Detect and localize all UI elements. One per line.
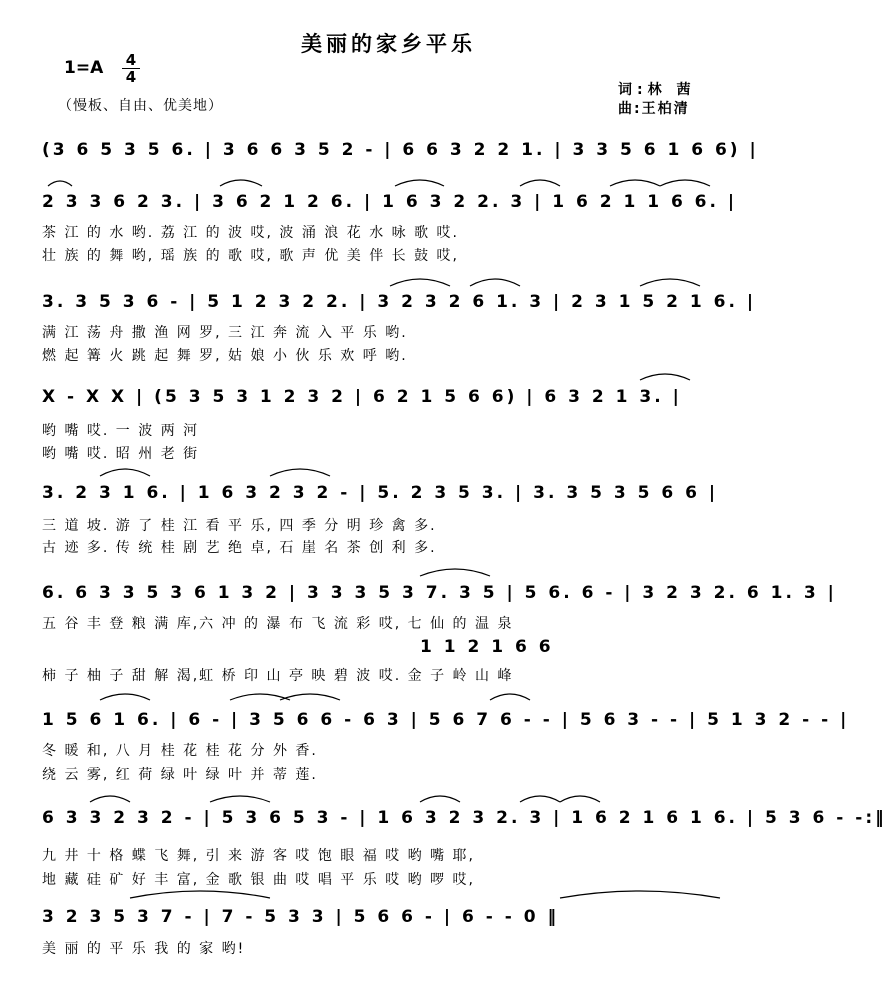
notation-line: 6. 6 3 3 5 3 6 1 3 2 | 3 3 3 5 3 7. 3 5 | 5 6. 6 - | 3 2 3 2. 6 1. 3 | <box>42 583 837 603</box>
lyric-line-verse-2: 燃 起 篝 火 跳 起 舞 罗, 姑 娘 小 伙 乐 欢 呼 哟. <box>42 348 408 364</box>
slur <box>48 181 72 186</box>
notation-line: 1 5 6 1 6. | 6 - | 3 5 6 6 - 6 3 | 5 6 7 6 - - | 5 6 3 - - | 5 1 3 2 - - | <box>42 710 850 730</box>
slur <box>470 279 520 286</box>
lyric-line-verse-2: 哟 嘴 哎. 昭 州 老 街 <box>42 446 200 462</box>
notation-line: 2 3 3 6 2 3. | 3 6 2 1 2 6. | 1 6 3 2 2. 3 | 1 6 2 1 1 6 6. | <box>42 192 738 212</box>
slur <box>390 279 450 286</box>
meter-bottom: 4 <box>125 68 137 86</box>
lyric-line-verse-2: 古 迹 多. 传 统 桂 剧 艺 绝 卓, 石 崖 名 茶 创 利 多. <box>42 540 437 556</box>
lyric-line-verse-1: 哟 嘴 哎. 一 波 两 河 <box>42 423 200 439</box>
song-title: 美丽的家乡平乐 <box>301 32 476 56</box>
lyric-line-verse-2: 绕 云 雾, 红 荷 绿 叶 绿 叶 并 蒂 莲. <box>42 767 318 783</box>
lyric-line-verse-2: 地 藏 硅 矿 好 丰 富, 金 歌 银 曲 哎 唱 平 乐 哎 哟 啰 哎, <box>42 872 476 888</box>
slur <box>610 180 660 186</box>
meter-top: 4 <box>125 51 137 69</box>
slur <box>560 796 600 802</box>
notation-line: 3. 3 5 3 6 - | 5 1 2 3 2 2. | 3 2 3 2 6 1. 3 | 2 3 1 5 2 1 6. | <box>42 292 757 312</box>
slur <box>560 891 720 898</box>
notation-line-alt: 1 1 2 1 6 6 <box>420 637 554 657</box>
lyric-line-verse-1: 九 井 十 格 蝶 飞 舞, 引 来 游 客 哎 饱 眼 福 哎 哟 嘴 耶, <box>42 848 476 864</box>
slur <box>420 796 460 802</box>
slur <box>90 796 130 802</box>
slur <box>520 180 560 186</box>
slur <box>210 796 270 802</box>
slur <box>130 891 270 898</box>
notation-line: X - X X | (5 3 5 3 1 2 3 2 | 6 2 1 5 6 6) | 6 3 2 1 3. | <box>42 387 682 407</box>
composer-credit: 曲:王柏清 <box>618 101 690 117</box>
lyric-line-verse-1: 冬 暖 和, 八 月 桂 花 桂 花 分 外 香. <box>42 743 318 759</box>
slur <box>100 694 150 700</box>
key-signature: 1=A <box>64 58 104 78</box>
slur <box>490 694 530 700</box>
lyric-line-verse-1: 五 谷 丰 登 粮 满 库,六 冲 的 瀑 布 飞 流 彩 哎, 七 仙 的 温 泉 <box>42 616 514 632</box>
slur <box>660 180 710 186</box>
notation-line: 3 2 3 5 3 7 - | 7 - 5 3 3 | 5 6 6 - | 6 - - 0 ‖ <box>42 907 559 927</box>
tempo-marking: （慢板、自由、优美地） <box>58 98 223 114</box>
lyricist-credit: 词:林 茜 <box>618 82 696 98</box>
lyric-line-verse-2: 柿 子 柚 子 甜 解 渴,虹 桥 印 山 亭 映 碧 波 哎. 金 子 岭 山 峰 <box>42 668 514 684</box>
slur <box>270 469 330 476</box>
lyric-line-verse-1: 美 丽 的 平 乐 我 的 家 哟! <box>42 941 246 957</box>
slur <box>220 180 262 186</box>
lyric-line-verse-1: 茶 江 的 水 哟. 荔 江 的 波 哎, 波 涌 浪 花 水 咏 歌 哎. <box>42 225 460 241</box>
notation-line: (3 6 5 3 5 6. | 3 6 6 3 5 2 - | 6 6 3 2 2 1. | 3 3 5 6 1 6 6) | <box>42 140 759 160</box>
lyric-line-verse-2: 壮 族 的 舞 哟, 瑶 族 的 歌 哎, 歌 声 优 美 伴 长 鼓 哎, <box>42 248 460 264</box>
slur <box>640 374 690 380</box>
lyric-line-verse-1: 三 道 坡. 游 了 桂 江 看 平 乐, 四 季 分 明 珍 禽 多. <box>42 518 437 534</box>
slur <box>420 569 490 576</box>
lyric-line-verse-1: 满 江 荡 舟 撒 渔 网 罗, 三 江 奔 流 入 平 乐 哟. <box>42 325 408 341</box>
notation-line: 3. 2 3 1 6. | 1 6 3 2 3 2 - | 5. 2 3 5 3. | 3. 3 5 3 5 6 6 | <box>42 483 719 503</box>
slur <box>100 469 150 476</box>
slur <box>520 796 560 802</box>
notation-line: 6 3 3 2 3 2 - | 5 3 6 5 3 - | 1 6 3 2 3 2. 3 | 1 6 2 1 6 1 6. | 5 3 6 - -:‖ <box>42 808 887 828</box>
slur <box>395 180 444 186</box>
slur <box>640 279 700 286</box>
